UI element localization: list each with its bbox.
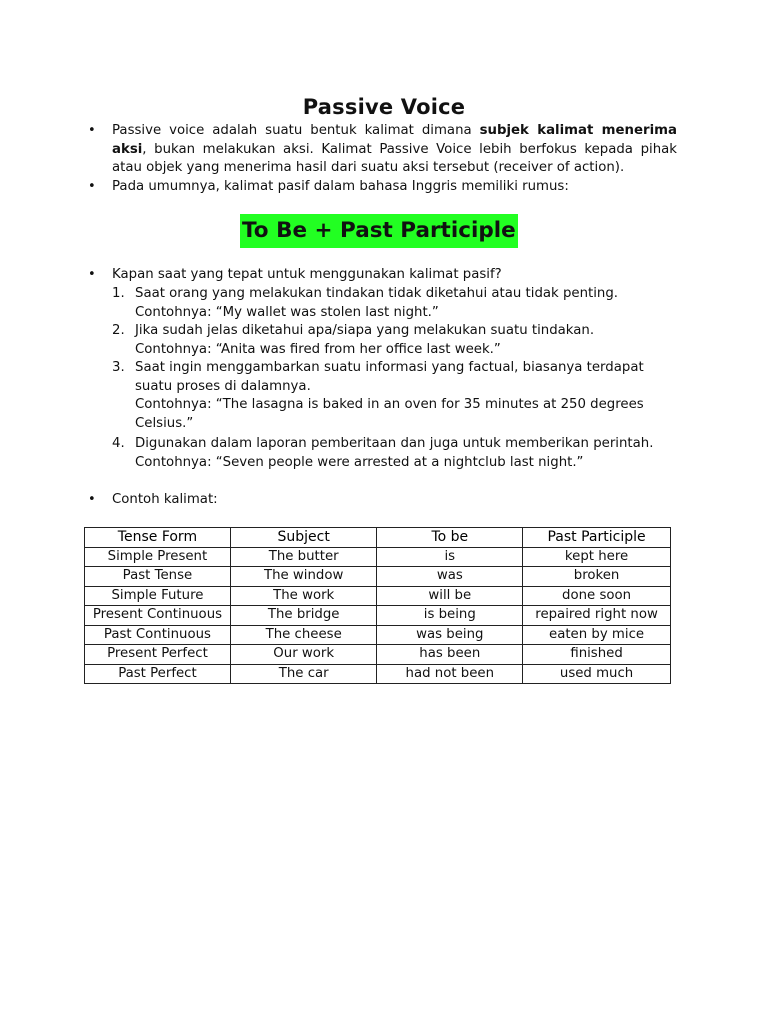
- formula-intro-text: Pada umumnya, kalimat pasif dalam bahasa Inggris memiliki rumus:: [112, 179, 569, 194]
- bullet-icon: •: [88, 267, 96, 282]
- usage-question: Kapan saat yang tepat untuk menggunakan kalimat pasif?: [112, 267, 502, 282]
- table-header-row: [85, 528, 671, 548]
- list-item-text: Saat ingin menggambarkan suatu informasi yang factual, biasanya terdapat suatu proses di dalamnya.: [135, 360, 644, 394]
- list-item-example: Contohnya: “The lasagna is baked in an oven for 35 minutes at 250 degrees Celsius.”: [135, 397, 644, 431]
- table-cell: The car: [230, 664, 377, 684]
- bullet-icon: •: [88, 123, 96, 138]
- table-cell: will be: [377, 586, 523, 606]
- table-cell: had not been: [377, 664, 523, 684]
- bullet-icon: •: [88, 179, 96, 194]
- table-row: [85, 606, 671, 626]
- table-cell: used much: [523, 664, 671, 684]
- list-item: [135, 285, 675, 322]
- column-header: Subject: [230, 528, 377, 548]
- table-row: [85, 586, 671, 606]
- table-cell: Simple Future: [85, 586, 231, 606]
- column-header: Past Participle: [523, 528, 671, 548]
- intro-text-end: , bukan melakukan aksi. Kalimat Passive Voice lebih berfokus kepada pihak atau objek yang menerima hasil dari suatu aksi tersebut (receiver of action).: [112, 141, 677, 175]
- table-cell: is: [377, 547, 523, 567]
- table-cell: was being: [377, 625, 523, 645]
- table-row: [85, 645, 671, 665]
- list-item-text: Digunakan dalam laporan pemberitaan dan juga untuk memberikan perintah.: [135, 436, 654, 451]
- table-cell: Past Continuous: [85, 625, 231, 645]
- table-cell: The butter: [230, 547, 377, 567]
- page-title: Passive Voice: [302, 95, 466, 119]
- list-number: 4.: [112, 436, 125, 451]
- table-cell: Present Perfect: [85, 645, 231, 665]
- table-cell: The work: [230, 586, 377, 606]
- list-item-text: Jika sudah jelas diketahui apa/siapa yang melakukan suatu tindakan.: [135, 323, 595, 338]
- tense-table: [84, 527, 671, 684]
- intro-paragraph: [112, 122, 677, 178]
- table-cell: has been: [377, 645, 523, 665]
- list-item-example: Contohnya: “My wallet was stolen last night.”: [135, 304, 439, 320]
- list-number: 1.: [112, 286, 125, 301]
- bullet-icon: •: [88, 492, 96, 507]
- list-number: 3.: [112, 360, 125, 375]
- table-cell: Our work: [230, 645, 377, 665]
- table-cell: The window: [230, 567, 377, 587]
- list-item-example: Contohnya: “Seven people were arrested at a nightclub last night.”: [135, 454, 584, 470]
- table-cell: Simple Present: [85, 547, 231, 567]
- table-cell: Past Perfect: [85, 664, 231, 684]
- table-cell: was: [377, 567, 523, 587]
- table-cell: done soon: [523, 586, 671, 606]
- table-cell: Past Tense: [85, 567, 231, 587]
- list-item-text: Saat orang yang melakukan tindakan tidak diketahui atau tidak penting.: [135, 286, 619, 301]
- table-cell: Present Continuous: [85, 606, 231, 626]
- list-item-example: Contohnya: “Anita was fired from her office last week.”: [135, 341, 501, 357]
- table-cell: broken: [523, 567, 671, 587]
- example-label: Contoh kalimat:: [112, 492, 218, 507]
- intro-bold-word: aksi: [112, 141, 143, 157]
- formula-highlight: To Be + Past Participle: [240, 214, 518, 248]
- table-row: [85, 664, 671, 684]
- list-item: [135, 435, 675, 472]
- table-cell: The bridge: [230, 606, 377, 626]
- table-cell: The cheese: [230, 625, 377, 645]
- column-header: Tense Form: [85, 528, 231, 548]
- list-number: 2.: [112, 323, 125, 338]
- list-item: [135, 359, 675, 433]
- table-cell: is being: [377, 606, 523, 626]
- table-cell: kept here: [523, 547, 671, 567]
- intro-text-start: Passive voice adalah suatu bentuk kalimat dimana: [112, 123, 480, 138]
- table-row: [85, 625, 671, 645]
- column-header: To be: [377, 528, 523, 548]
- intro-bold-phrase: subjek kalimat menerima: [479, 123, 677, 138]
- table-cell: eaten by mice: [523, 625, 671, 645]
- table-cell: repaired right now: [523, 606, 671, 626]
- table-row: [85, 567, 671, 587]
- table-cell: finished: [523, 645, 671, 665]
- list-item: [135, 322, 675, 359]
- table-row: [85, 547, 671, 567]
